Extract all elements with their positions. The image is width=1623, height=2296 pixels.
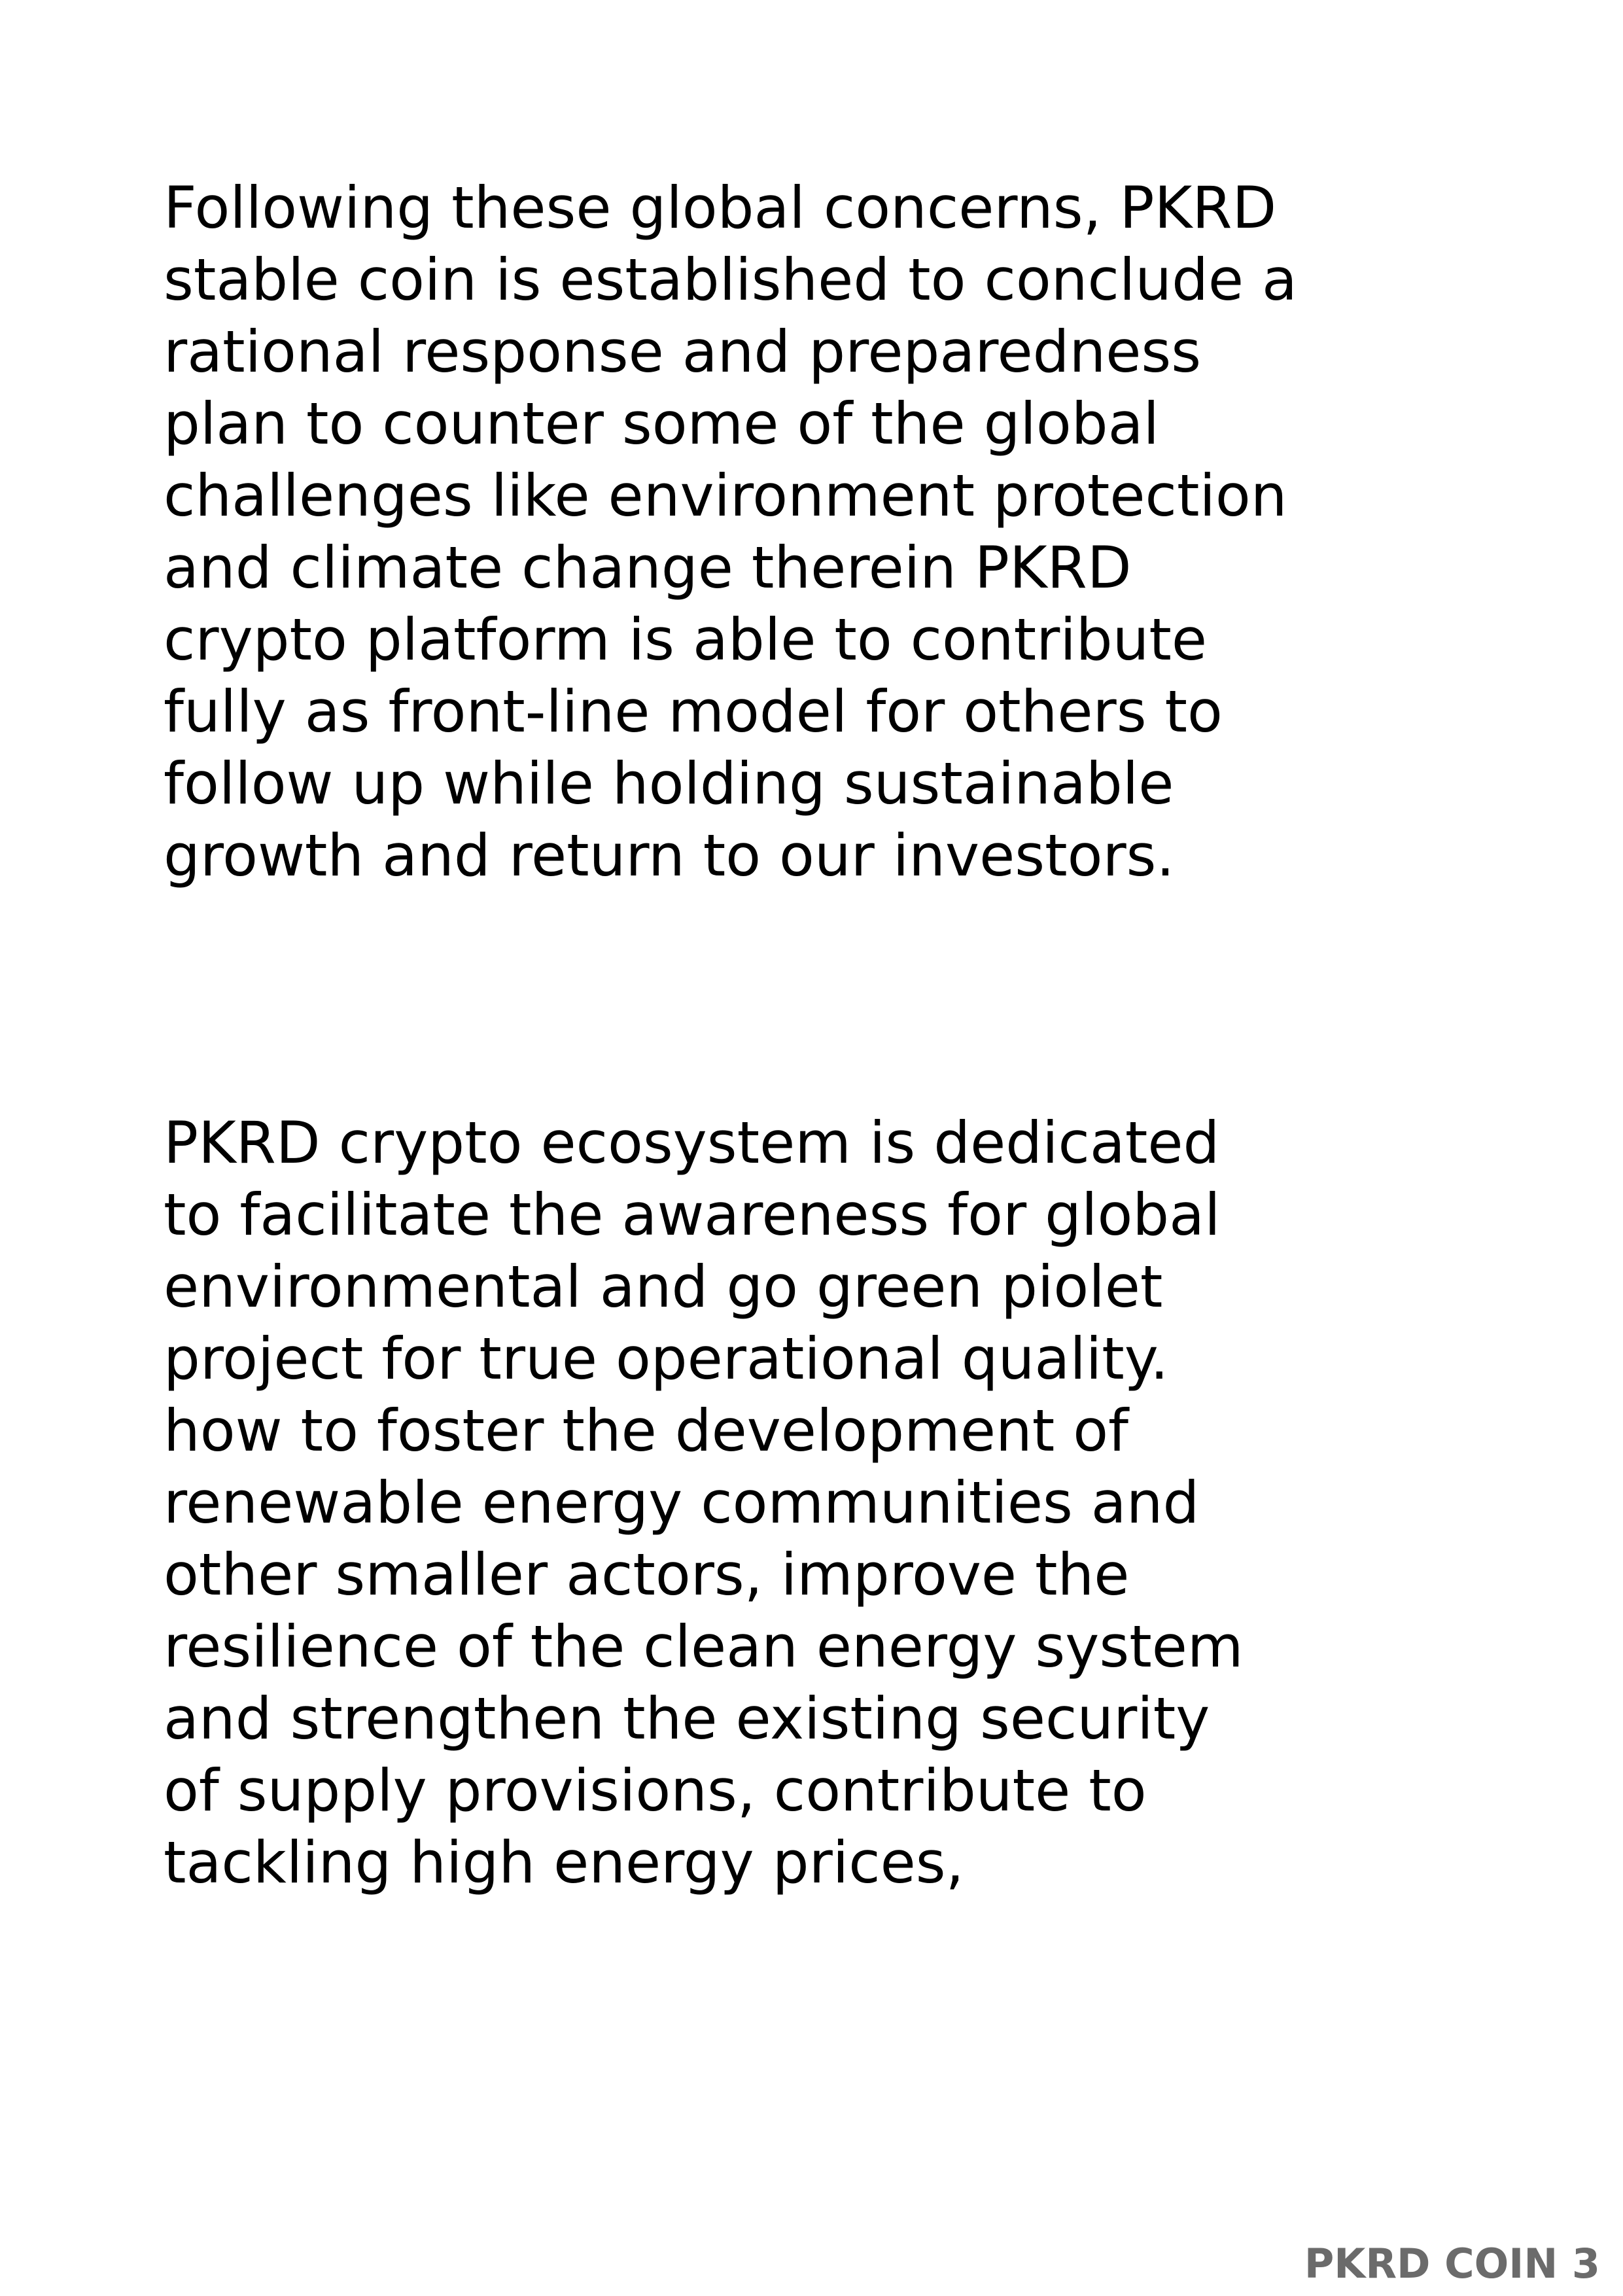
page-footer-label: PKRD COIN 3	[1304, 2240, 1600, 2287]
paragraph-line: environmental and go green piolet	[164, 1253, 1163, 1320]
paragraph-line: project for true operational quality.	[164, 1325, 1169, 1392]
paragraph-line: crypto platform is able to contribute	[164, 606, 1208, 673]
paragraph-line: stable coin is established to conclude a	[164, 246, 1297, 313]
paragraph-line: challenges like environment protection	[164, 462, 1287, 529]
paragraph-line: growth and return to our investors.	[164, 822, 1175, 889]
paragraph-line: to facilitate the awareness for global	[164, 1181, 1221, 1248]
paragraph-line: PKRD crypto ecosystem is dedicated	[164, 1109, 1220, 1176]
paragraph-line: follow up while holding sustainable	[164, 750, 1174, 817]
paragraph-line: Following these global concerns, PKRD	[164, 174, 1277, 241]
paragraph-line: other smaller actors, improve the	[164, 1541, 1130, 1608]
paragraph-line: and strengthen the existing security	[164, 1685, 1210, 1752]
paragraph-line: plan to counter some of the global	[164, 390, 1159, 457]
paragraph-global-concerns	[164, 172, 1511, 892]
paragraph-line: how to foster the development of	[164, 1397, 1129, 1464]
paragraph-line: renewable energy communities and	[164, 1469, 1200, 1536]
paragraph-line: rational response and preparedness	[164, 318, 1202, 385]
paragraph-line: tackling high energy prices,	[164, 1829, 964, 1896]
paragraph-ecosystem	[164, 1107, 1511, 1899]
paragraph-line: fully as front-line model for others to	[164, 678, 1223, 745]
paragraph-line: of supply provisions, contribute to	[164, 1757, 1147, 1824]
paragraph-line: and climate change therein PKRD	[164, 534, 1132, 601]
paragraph-line: resilience of the clean energy system	[164, 1613, 1244, 1680]
